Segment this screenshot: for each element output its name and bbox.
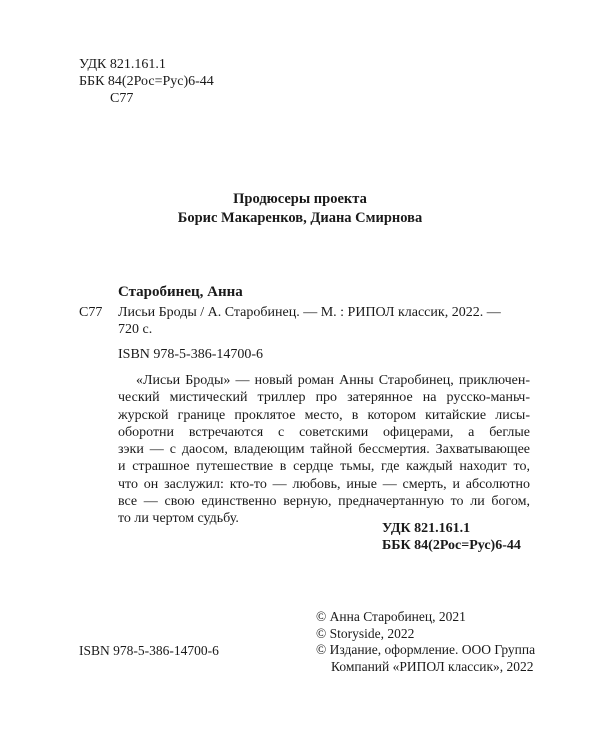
producers-names: Борис Макаренков, Диана Смирнова [177, 210, 423, 226]
citation-line: 720 с. [118, 322, 153, 337]
copyright-line: © Анна Старобинец, 2021 [316, 609, 466, 624]
bbk-code: ББК 84(2Рос=Рус)6-44 [79, 74, 214, 89]
bottom-isbn: ISBN 978-5-386-14700-6 [79, 643, 219, 658]
annotation-line: оборотни встречаются с советскими офицерами, а беглые [118, 424, 530, 440]
classification-top [79, 56, 214, 107]
annotation-line: ческий мистический триллер про затерянное на русско-маньч- [118, 390, 530, 406]
copyright-line: © Storyside, 2022 [316, 625, 415, 641]
annotation [118, 372, 530, 528]
annotation-line: зэки — с даосом, владеющим тайной бессмертия. Захватывающее [118, 442, 530, 458]
author-code: С77 [110, 91, 134, 106]
classification-bottom [382, 520, 521, 554]
entry-isbn: ISBN 978-5-386-14700-6 [118, 347, 264, 362]
entry-code: С77 [79, 305, 103, 320]
annotation-line: то ли чертом судьбу. [118, 511, 239, 527]
producers-block [0, 190, 600, 228]
copyright-line: Компаний «РИПОЛ классик», 2022 [331, 658, 534, 674]
bbk-code-bottom: ББК 84(2Рос=Рус)6-44 [382, 538, 521, 553]
copyright-line: © Издание, оформление. ООО Группа [316, 642, 536, 657]
copyright-block [316, 609, 535, 675]
annotation-line: все — свою единственно верную, предначертанную то ли богом, [118, 494, 530, 510]
annotation-line: журской границе проклятое место, в котором китайские лисы- [118, 407, 530, 423]
udk-code-bottom: УДК 821.161.1 [382, 521, 471, 536]
entry-citation [118, 304, 528, 338]
udk-code: УДК 821.161.1 [79, 57, 166, 72]
producers-heading: Продюсеры проекта [233, 191, 367, 207]
annotation-line: и страшное путешествие в сердце тьмы, где каждый находит то, [118, 459, 530, 475]
citation-line: Лисьи Броды / А. Старобинец. — М. : РИПОЛ классик, 2022. — [118, 305, 501, 320]
annotation-line: «Лисьи Броды» — новый роман Анны Старобинец, приключен- [136, 373, 530, 388]
entry-author: Старобинец, Анна [118, 284, 243, 300]
annotation-line: что он заслужил: кто-то — любовь, иные — смерть, и абсолютно [118, 476, 530, 492]
